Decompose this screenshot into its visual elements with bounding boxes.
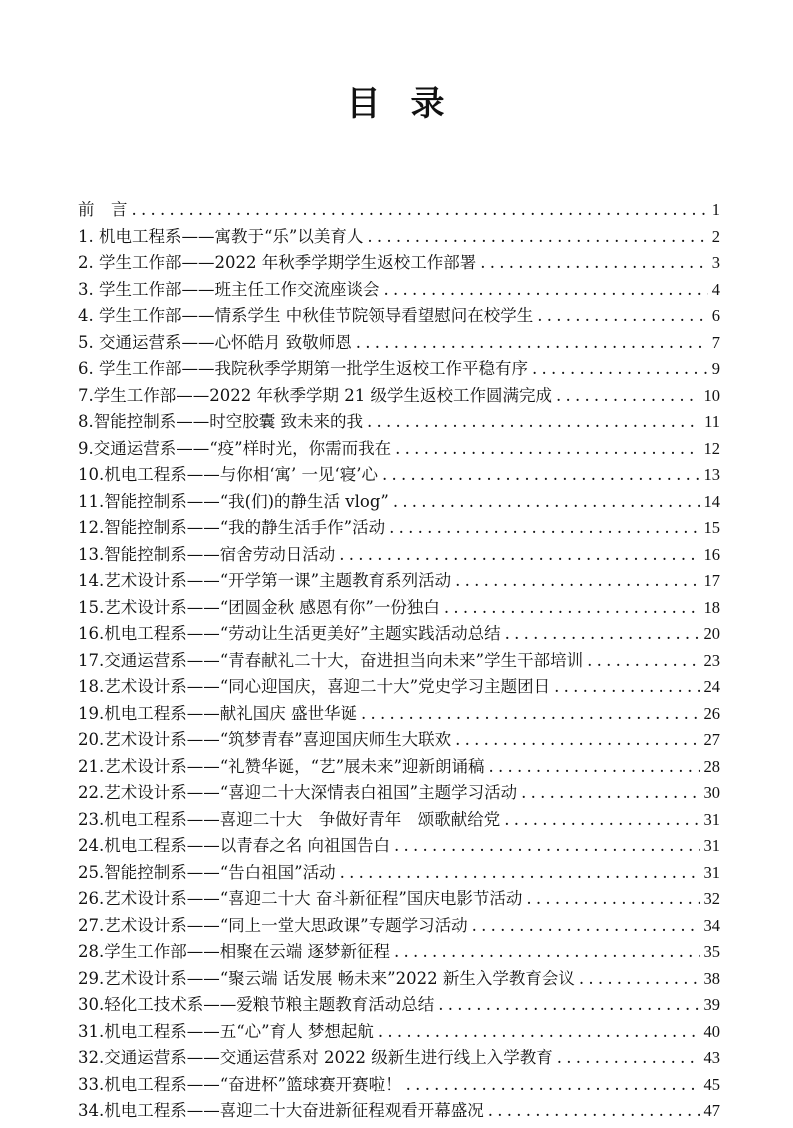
toc-entry[interactable]: [78, 757, 720, 784]
toc-leader-dots: [557, 1048, 700, 1068]
toc-leader-dots: [587, 651, 699, 671]
toc-entry-label: 3. 学生工作部——班主任工作交流座谈会: [78, 279, 380, 299]
toc-entry[interactable]: [78, 1101, 720, 1128]
toc-entry-page-number: 31: [703, 809, 720, 829]
toc-leader-dots: [488, 1101, 700, 1121]
toc-leader-dots: [532, 359, 708, 379]
toc-entry-label: 18.艺术设计系——“同心迎国庆，喜迎二十大”党史学习主题团日: [78, 677, 551, 696]
toc-entry-page-number: 27: [703, 730, 720, 749]
toc-leader-dots: [521, 783, 699, 803]
toc-entry-page-number: 12: [703, 438, 720, 458]
toc-entry[interactable]: [78, 704, 720, 731]
toc-entry-page-number: 38: [703, 968, 720, 988]
toc-entry-page-number: 17: [703, 571, 720, 590]
toc-entry-page-number: 39: [703, 995, 720, 1014]
toc-entry-label: 19.机电工程系——献礼国庆 盛世华诞: [78, 703, 357, 723]
toc-leader-dots: [382, 465, 700, 485]
toc-entry[interactable]: [78, 227, 720, 254]
toc-entry[interactable]: [78, 359, 720, 386]
toc-entry-page-number: 10: [703, 385, 720, 405]
toc-entry-page-number: 11: [704, 412, 720, 431]
toc-entry-label: 9.交通运营系——“疫”样时光，你需而我在: [78, 438, 392, 458]
toc-leader-dots: [367, 412, 700, 432]
toc-leader-dots: [554, 677, 699, 697]
toc-leader-dots: [395, 439, 699, 459]
toc-entry-page-number: 1: [711, 200, 720, 219]
toc-entry-label: 26.艺术设计系——“喜迎二十大 奋斗新征程”国庆电影节活动: [78, 889, 523, 908]
toc-entry[interactable]: [78, 836, 720, 863]
toc-leader-dots: [438, 995, 699, 1015]
toc-entry[interactable]: [78, 995, 720, 1022]
toc-entry[interactable]: [78, 253, 720, 280]
toc-leader-dots: [579, 969, 700, 989]
toc-entry-page-number: 4: [711, 279, 720, 299]
toc-entry-page-number: 34: [703, 915, 720, 935]
toc-entry-page-number: 13: [703, 465, 720, 484]
toc-entry-label: 20.艺术设计系——“筑梦青春”喜迎国庆师生大联欢: [78, 730, 452, 749]
toc-leader-dots: [384, 280, 708, 300]
toc-leader-dots: [393, 492, 700, 512]
toc-entry-page-number: 45: [703, 1074, 720, 1094]
toc-entry[interactable]: [78, 863, 720, 890]
toc-entry-page-number: 47: [703, 1101, 720, 1120]
toc-entry[interactable]: [78, 677, 720, 704]
toc-entry[interactable]: [78, 412, 720, 439]
toc-entry[interactable]: [78, 889, 720, 916]
title-char-2: 录: [410, 84, 447, 124]
toc-entry-label: 7.学生工作部——2022 年秋季学期 21 级学生返校工作圆满完成: [78, 385, 552, 405]
toc-leader-dots: [505, 624, 700, 644]
toc-leader-dots: [339, 545, 699, 565]
page-title: [0, 76, 793, 125]
toc-leader-dots: [504, 810, 699, 830]
toc-entry-label: 34.机电工程系——喜迎二十大奋进新征程观看开幕盛况: [78, 1101, 484, 1120]
title-char-1: 目: [346, 84, 383, 124]
toc-entry[interactable]: [78, 200, 720, 227]
toc-entry-page-number: 43: [703, 1048, 720, 1067]
toc-entry-page-number: 31: [703, 862, 720, 882]
toc-leader-dots: [488, 757, 699, 777]
toc-leader-dots: [472, 916, 700, 936]
toc-entry[interactable]: [78, 571, 720, 598]
toc-leader-dots: [480, 253, 708, 273]
toc-leader-dots: [340, 863, 700, 883]
toc-entry-label: 29.艺术设计系——“聚云端 话发展 畅未来”2022 新生入学教育会议: [78, 968, 575, 988]
table-of-contents: [78, 200, 720, 1128]
toc-entry[interactable]: [78, 651, 720, 678]
toc-entry-label: 13.智能控制系——宿舍劳动日活动: [78, 544, 336, 564]
toc-entry[interactable]: [78, 280, 720, 307]
toc-entry-page-number: 26: [703, 703, 720, 723]
toc-entry-label: 6. 学生工作部——我院秋季学期第一批学生返校工作平稳有序: [78, 359, 528, 378]
toc-leader-dots: [455, 571, 699, 591]
toc-entry-page-number: 40: [703, 1021, 720, 1041]
toc-entry[interactable]: [78, 333, 720, 360]
toc-entry[interactable]: [78, 598, 720, 625]
toc-entry[interactable]: [78, 386, 720, 413]
toc-entry[interactable]: [78, 306, 720, 333]
toc-entry[interactable]: [78, 518, 720, 545]
toc-leader-dots: [394, 836, 700, 856]
toc-entry-label: 11.智能控制系——“我(们)的静生活 vlog”: [78, 491, 389, 511]
toc-entry[interactable]: [78, 624, 720, 651]
toc-entry-page-number: 35: [703, 942, 720, 961]
toc-entry-label: 33.机电工程系——“奋进杯”篮球赛开赛啦！: [78, 1074, 402, 1094]
toc-leader-dots: [367, 227, 707, 247]
toc-entry-page-number: 31: [703, 836, 720, 855]
toc-entry-label: 4. 学生工作部——情系学生 中秋佳节院领导看望慰问在校学生: [78, 306, 534, 325]
toc-entry-page-number: 6: [711, 306, 720, 325]
toc-leader-dots: [361, 704, 700, 724]
toc-entry-page-number: 24: [703, 677, 720, 696]
toc-entry-label: 28.学生工作部——相聚在云端 逐梦新征程: [78, 942, 390, 961]
toc-entry-label: 17.交通运营系——“青春献礼二十大，奋进担当向未来”学生干部培训: [78, 650, 584, 670]
toc-entry-page-number: 28: [703, 756, 720, 776]
toc-entry-label: 10.机电工程系——与你相‘寓’ 一见‘寝’心: [78, 465, 378, 484]
toc-entry-page-number: 20: [703, 624, 720, 643]
toc-entry[interactable]: [78, 1075, 720, 1102]
toc-leader-dots: [394, 942, 700, 962]
toc-entry[interactable]: [78, 1022, 720, 1049]
toc-entry[interactable]: [78, 1048, 720, 1075]
toc-entry-page-number: 23: [703, 650, 720, 670]
toc-entry-label: 15.艺术设计系——“团圆金秋 感恩有你”一份独白: [78, 597, 440, 617]
toc-entry-page-number: 30: [703, 783, 720, 802]
toc-entry-page-number: 15: [703, 518, 720, 537]
toc-entry[interactable]: [78, 492, 720, 519]
toc-entry-page-number: 14: [703, 491, 720, 511]
toc-leader-dots: [444, 598, 700, 618]
toc-leader-dots: [455, 730, 699, 750]
toc-entry-label: 27.艺术设计系——“同上一堂大思政课”专题学习活动: [78, 915, 468, 935]
toc-entry[interactable]: [78, 730, 720, 757]
toc-entry-label: 31.机电工程系——五“心”育人 梦想起航: [78, 1021, 374, 1041]
toc-entry-label: 1. 机电工程系——寓教于“乐”以美育人: [78, 226, 364, 246]
toc-leader-dots: [537, 306, 708, 326]
toc-leader-dots: [526, 889, 699, 909]
toc-entry-label: 23.机电工程系——喜迎二十大 争做好青年 颂歌献给党: [78, 809, 501, 829]
toc-leader-dots: [378, 1022, 700, 1042]
toc-leader-dots: [556, 386, 700, 406]
toc-entry-label: 21.艺术设计系——“礼赞华诞，“艺”展未来”迎新朗诵稿: [78, 756, 485, 776]
toc-entry-page-number: 2: [711, 226, 720, 246]
toc-entry-page-number: 18: [703, 597, 720, 617]
toc-entry-label: 30.轻化工技术系——爱粮节粮主题教育活动总结: [78, 995, 435, 1014]
toc-entry[interactable]: [78, 810, 720, 837]
toc-entry[interactable]: [78, 439, 720, 466]
toc-entry-label: 8.智能控制系——时空胶囊 致未来的我: [78, 412, 363, 431]
toc-entry-label: 25.智能控制系——“告白祖国”活动: [78, 862, 336, 882]
toc-entry-page-number: 7: [711, 332, 720, 352]
toc-entry-label: 32.交通运营系——交通运营系对 2022 级新生进行线上入学教育: [78, 1048, 553, 1067]
toc-entry-page-number: 3: [711, 253, 720, 272]
toc-entry-label: 2. 学生工作部——2022 年秋季学期学生返校工作部署: [78, 253, 477, 272]
toc-entry-label: 24.机电工程系——以青春之名 向祖国告白: [78, 836, 390, 855]
toc-leader-dots: [389, 518, 699, 538]
toc-entry[interactable]: [78, 969, 720, 996]
toc-entry-label: 前 言: [78, 200, 128, 219]
toc-entry[interactable]: [78, 942, 720, 969]
toc-entry-label: 14.艺术设计系——“开学第一课”主题教育系列活动: [78, 571, 452, 590]
toc-entry-page-number: 32: [703, 889, 720, 908]
toc-entry-page-number: 16: [703, 544, 720, 564]
toc-entry-label: 5. 交通运营系——心怀皓月 致敬师恩: [78, 332, 352, 352]
toc-entry-page-number: 9: [711, 359, 720, 378]
toc-entry[interactable]: [78, 465, 720, 492]
toc-entry[interactable]: [78, 783, 720, 810]
toc-leader-dots: [406, 1075, 700, 1095]
toc-entry-label: 22.艺术设计系——“喜迎二十大深情表白祖国”主题学习活动: [78, 783, 518, 802]
toc-entry[interactable]: [78, 916, 720, 943]
toc-entry[interactable]: [78, 545, 720, 572]
toc-leader-dots: [132, 200, 708, 220]
toc-leader-dots: [356, 333, 708, 353]
toc-entry-label: 16.机电工程系——“劳动让生活更美好”主题实践活动总结: [78, 624, 501, 643]
toc-entry-label: 12.智能控制系——“我的静生活手作”活动: [78, 518, 386, 537]
